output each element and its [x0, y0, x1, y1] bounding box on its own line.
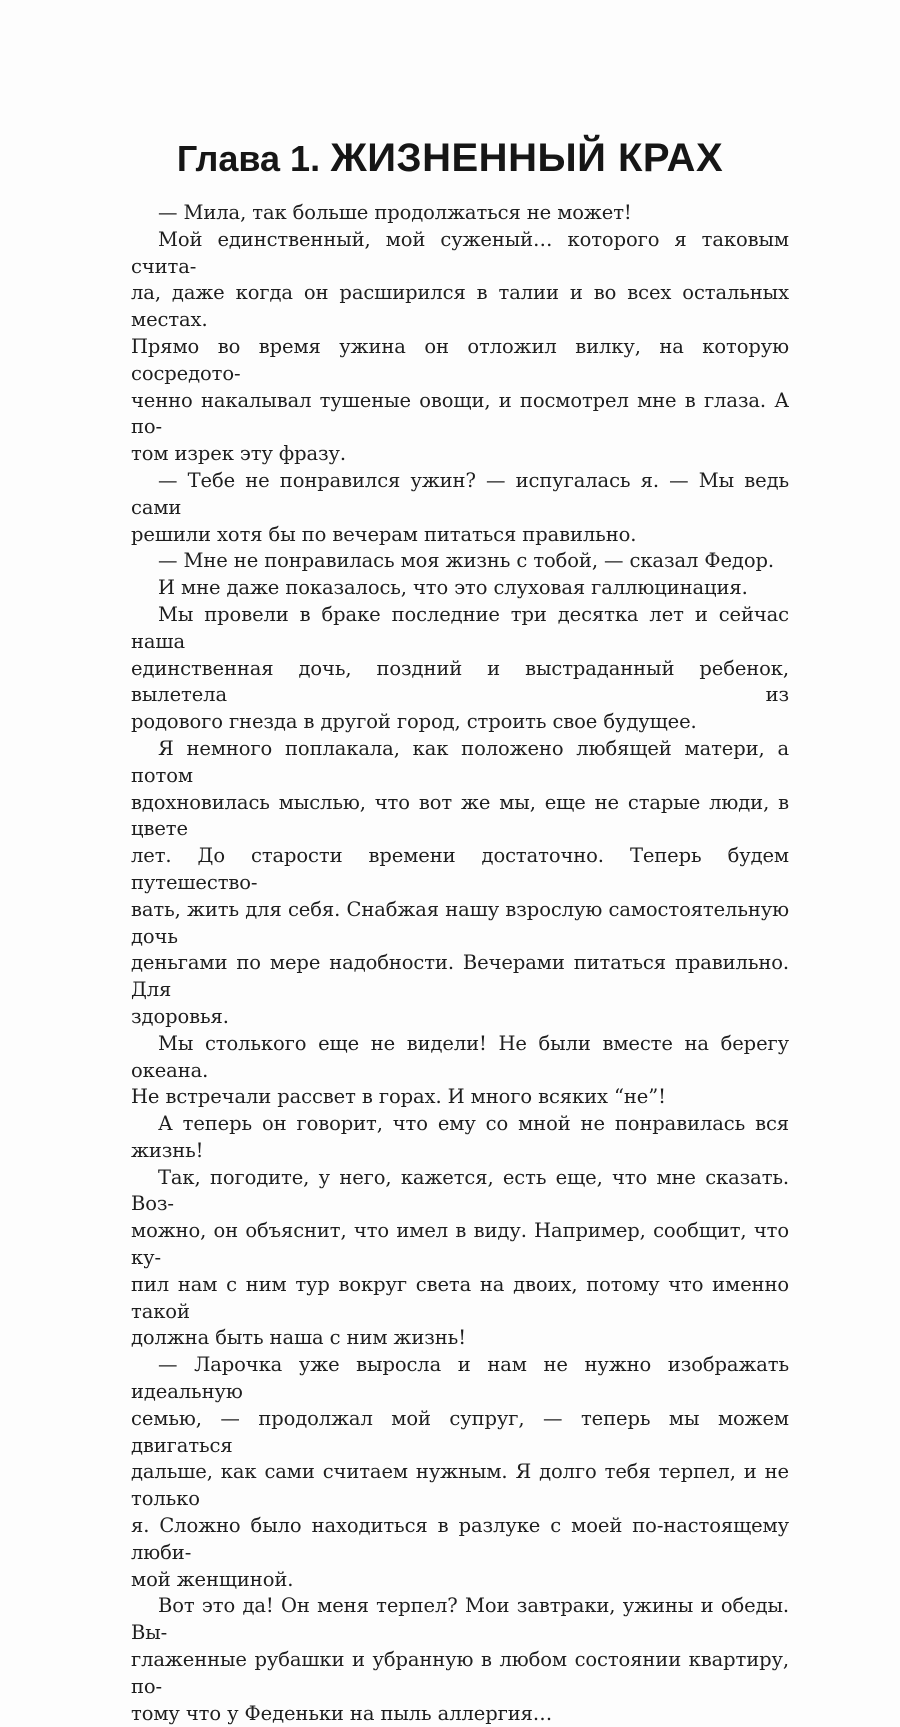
text-line: И мне даже показалось, что это слуховая галлюцинация.	[158, 576, 748, 600]
text-line: Мы столького еще не видели! Не были вместе на берегу океана.	[131, 1031, 789, 1082]
chapter-label: Глава 1.	[176, 138, 321, 179]
text-line: — Мне не понравилась моя жизнь с тобой, — сказал Федор.	[158, 549, 774, 573]
text-line: А теперь он говорит, что ему со мной не понравилась вся жизнь!	[131, 1112, 789, 1162]
text-line: пил нам с ним тур вокруг света на двоих, потому что именно такой	[131, 1272, 789, 1323]
chapter-name: ЖИЗНЕННЫЙ КРАХ	[330, 136, 724, 180]
text-line: семью, — продолжал мой супруг, — теперь мы можем двигаться	[131, 1406, 789, 1457]
text-line: Я немного поплакала, как положено любящей матери, а потом	[131, 736, 789, 787]
text-line: ла, даже когда он расширился в талии и во всех остальных местах.	[131, 281, 789, 332]
text-line: лет. До старости времени достаточно. Теперь будем путешество-	[131, 844, 789, 894]
text-line: ченно накалывал тушеные овощи, и посмотрел мне в глаза. А по-	[131, 388, 789, 439]
text-line: здоровья.	[131, 1004, 229, 1028]
text-line: Не встречали рассвет в горах. И много всяких “не”!	[131, 1085, 666, 1109]
text-line: Мой единственный, мой суженый… которого я таковым счита-	[131, 227, 789, 278]
text-line: глаженные рубашки и убранную в любом состоянии квартиру, по-	[131, 1648, 789, 1698]
text-line: тому что у Феденьки на пыль аллергия…	[131, 1701, 553, 1725]
text-line: вать, жить для себя. Снабжая нашу взрослую самостоятельную дочь	[131, 897, 789, 948]
text-line: можно, он объяснит, что имел в виду. Например, сообщит, что ку-	[131, 1219, 789, 1270]
text-line: том изрек эту фразу.	[131, 442, 346, 466]
text-line: Так, погодите, у него, кажется, есть еще, что мне сказать. Воз-	[131, 1165, 789, 1216]
text-line: Прямо во время ужина он отложил вилку, на которую сосредото-	[131, 334, 789, 385]
text-line: должна быть наша с ним жизнь!	[131, 1326, 466, 1350]
text-line: — Ларочка уже выросла и нам не нужно изображать идеальную	[131, 1353, 789, 1404]
text-line: единственная дочь, поздний и выстраданный ребенок, вылетела из	[131, 656, 789, 707]
text-line: деньгами по мере надобности. Вечерами питаться правильно. Для	[131, 951, 789, 1002]
text-line: вдохновилась мыслью, что вот же мы, еще не старые люди, в цвете	[131, 790, 789, 841]
text-line: — Мила, так больше продолжаться не может!	[158, 201, 632, 224]
text-line: я. Сложно было находиться в разлуке с моей по-настоящему люби-	[131, 1514, 789, 1564]
text-line: родового гнезда в другой город, строить свое будущее.	[131, 710, 697, 734]
text-line: Вот это да! Он меня терпел? Мои завтраки, ужины и обеды. Вы-	[131, 1594, 789, 1645]
chapter-title	[0, 136, 900, 181]
text-line: решили хотя бы по вечерам питаться правильно.	[131, 522, 637, 546]
body-text	[131, 200, 789, 1727]
text-line: дальше, как сами считаем нужным. Я долго тебя терпел, и не только	[131, 1460, 789, 1511]
text-line: — Тебе не понравился ужин? — испугалась я. — Мы ведь сами	[131, 468, 789, 519]
text-line: мой женщиной.	[131, 1567, 294, 1591]
text-line: Мы провели в браке последние три десятка лет и сейчас наша	[131, 602, 789, 653]
